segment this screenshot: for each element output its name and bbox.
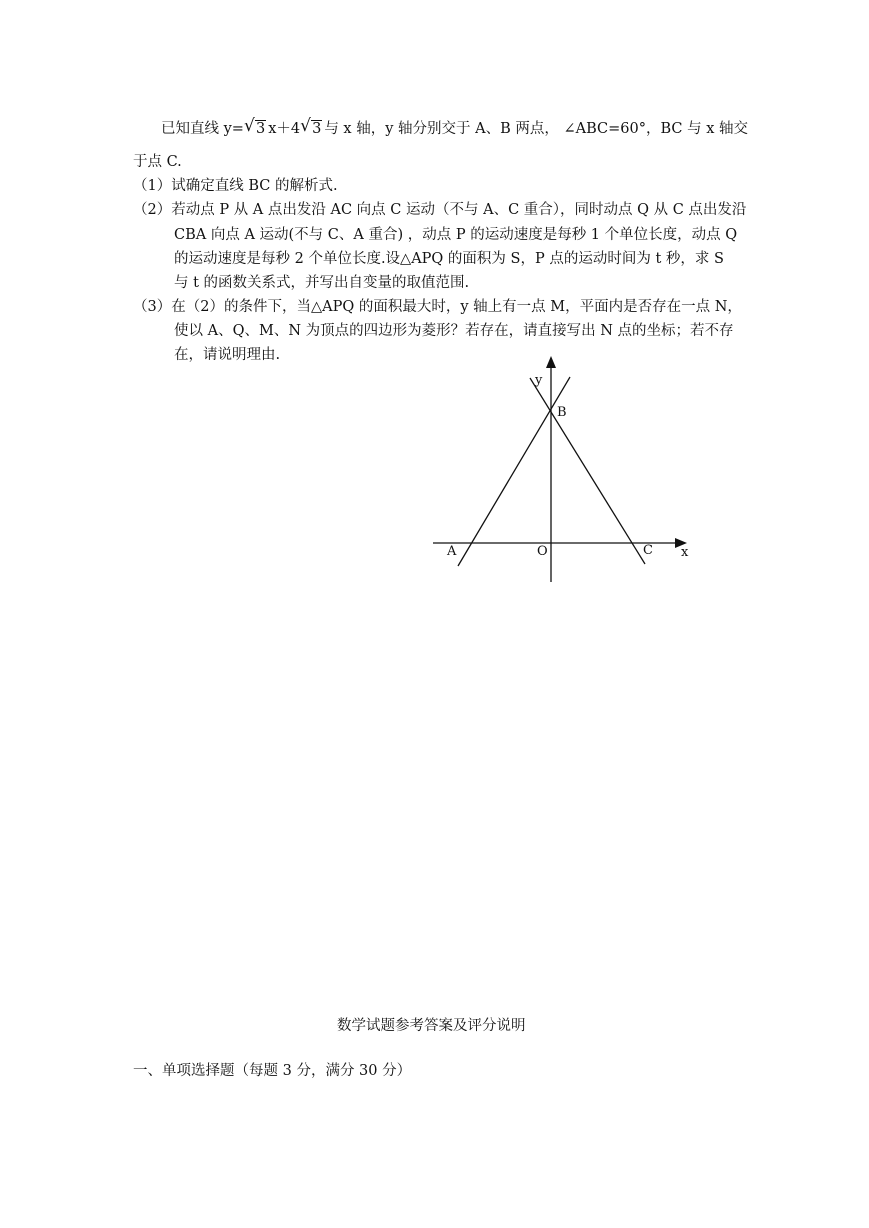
y-axis-arrow (546, 356, 556, 368)
part-1: （1）试确定直线 BC 的解析式. (133, 178, 338, 194)
label-y: y (535, 373, 543, 388)
stem-prefix: 已知直线 y= (161, 121, 244, 137)
label-a: A (447, 544, 457, 559)
problem-stem-line-1 (161, 119, 748, 139)
answers-title: 数学试题参考答案及评分说明 (337, 1018, 526, 1034)
part-2-line-3: 的运动速度是每秒 2 个单位长度.设△APQ 的面积为 S，P 点的运动时间为 t 秒，求 S (174, 251, 724, 267)
label-c: C (643, 543, 653, 558)
coordinate-figure (425, 352, 705, 592)
part-3-line-2: 使以 A、Q、M、N 为顶点的四边形为菱形？若存在，请直接写出 N 点的坐标；若不存 (174, 323, 734, 339)
stem-suffix: 与 x 轴，y 轴分别交于 A、B 两点， ∠ABC=60°，BC 与 x 轴交 (324, 121, 748, 137)
part-3-line-3: 在，请说明理由. (174, 347, 281, 363)
line-bc (530, 378, 645, 564)
part-3-line-1: （3）在（2）的条件下，当△APQ 的面积最大时，y 轴上有一点 M，平面内是否存在一点 N， (133, 299, 742, 315)
line-ab (458, 377, 570, 566)
part-2-line-2: CBA 向点 A 运动(不与 C、A 重合) ，动点 P 的运动速度是每秒 1 个单位长度，动点 Q (174, 227, 738, 243)
label-o: O (537, 544, 548, 559)
part-2-line-1: （2）若动点 P 从 A 点出发沿 AC 向点 C 运动（不与 A、C 重合），同时动点 Q 从 C 点出发沿 (133, 202, 747, 218)
label-b: B (557, 405, 567, 420)
label-x: x (681, 545, 689, 560)
stem-mid: x＋4 (268, 121, 301, 137)
problem-stem-line-2: 于点 C. (133, 154, 182, 170)
sqrt-symbol: √ 3 (244, 119, 266, 139)
part-2-line-4: 与 t 的函数关系式，并写出自变量的取值范围. (174, 275, 470, 291)
answers-section-1: 一、单项选择题（每题 3 分，满分 30 分） (133, 1063, 412, 1079)
sqrt-symbol: √ 3 (300, 119, 322, 139)
